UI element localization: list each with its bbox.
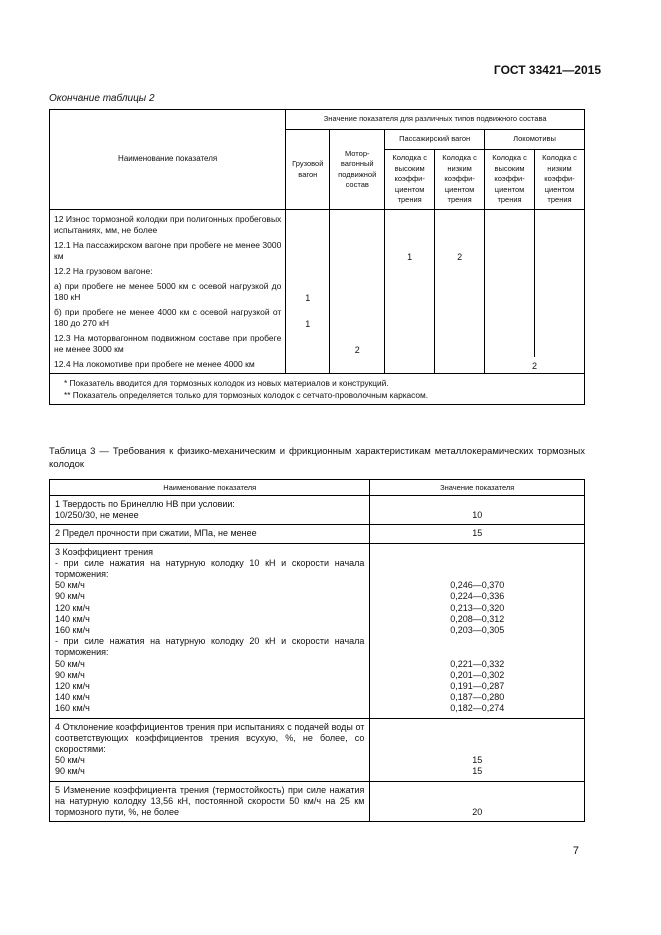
footnote: * Показатель вводится для тормозных колодок из новых материалов и конструкций. (64, 378, 389, 388)
table-footnotes (50, 374, 585, 405)
table-row: 12 Износ тормозной колодки при полигонных пробеговых испытаниях, мм, не более (50, 210, 585, 239)
table-2 (49, 109, 585, 405)
table-continuation-title: Окончание таблицы 2 (49, 93, 155, 104)
footnote: ** Показатель определяется только для тормозных колодок с сетчато-проволочным каркасом. (64, 390, 429, 400)
header-passenger: Пассажирский вагон (385, 130, 485, 150)
table-row: 3 Коэффициент трения - при силе нажатия на натурную колодку 10 кН и скорости начала торможения: 50 км/ч 90 км/ч 120 км/ч 140 км/ч 160 км/ч - при силе нажатия на натурную колодку 20 кН и скорости начала торможения: 50 км/ч 90 км/ч 120 км/ч 140 км/ч 160 км/ч 0,246—0,370 0,224—0,336 0,213—0,320 0,208—0,312 0,203—0,305 0,221—0,332 0,201—0,302 0,191—0,287 0,187—0,280 0,182—0,274 (50, 543, 585, 718)
table-row: 12.4 На локомотиве при пробеге не менее 4000 км 2 (50, 357, 585, 374)
header-freight: Грузовой вагон (286, 130, 330, 210)
header-pass-low: Колодка с низким коэффи-циентом трения (435, 150, 485, 210)
header-value-group: Значение показателя для различных типов подвижного состава (286, 110, 585, 130)
table-row: 12.3 На моторвагонном подвижном составе при пробеге не менее 3000 км 2 (50, 331, 585, 357)
header-name: Наименование показателя (50, 110, 286, 210)
table-row: 12.2 На грузовом вагоне: (50, 264, 585, 279)
table-row: 2 Предел прочности при сжатии, МПа, не менее 15 (50, 525, 585, 543)
table-row: 4 Отклонение коэффициентов трения при испытаниях с подачей воды от соответствующих коэффициентов трения всухую, %, не более, со скоростями: 50 км/ч 90 км/ч 15 15 (50, 718, 585, 781)
header-locomotives: Локомотивы (485, 130, 585, 150)
table-3 (49, 479, 585, 822)
header-loco-high: Колодка с высоким коэффи-циентом трения (485, 150, 535, 210)
table-row: 12.1 На пассажирском вагоне при пробеге не менее 3000 км 1 2 (50, 238, 585, 264)
table-row: 1 Твердость по Бринеллю НВ при условии: 10/250/30, не менее 10 (50, 496, 585, 525)
header-name: Наименование показателя (50, 480, 370, 496)
header-emu: Мотор-вагонный подвижной состав (330, 130, 385, 210)
header-value: Значение показателя (370, 480, 585, 496)
table-row: 5 Изменение коэффициента трения (термостойкость) при силе нажатия на натурную колодку 13,56 кН, постоянной скорости 50 км/ч на 25 км тормозного пути, %, не более 20 (50, 781, 585, 822)
header-pass-high: Колодка с высоким коэффи-циентом трения (385, 150, 435, 210)
table-row: а) при пробеге не менее 5000 км с осевой нагрузкой до 180 кН 1 (50, 279, 585, 305)
table-row: б) при пробеге не менее 4000 км с осевой нагрузкой от 180 до 270 кН 1 (50, 305, 585, 331)
table-3-caption: Таблица 3 — Требования к физико-механическим и фрикционным характеристикам металлокерамических тормозных колодок (49, 446, 585, 470)
header-loco-low: Колодка с низким коэффи-циентом трения (535, 150, 585, 210)
document-code: ГОСТ 33421—2015 (493, 63, 601, 77)
page-number: 7 (572, 845, 579, 857)
